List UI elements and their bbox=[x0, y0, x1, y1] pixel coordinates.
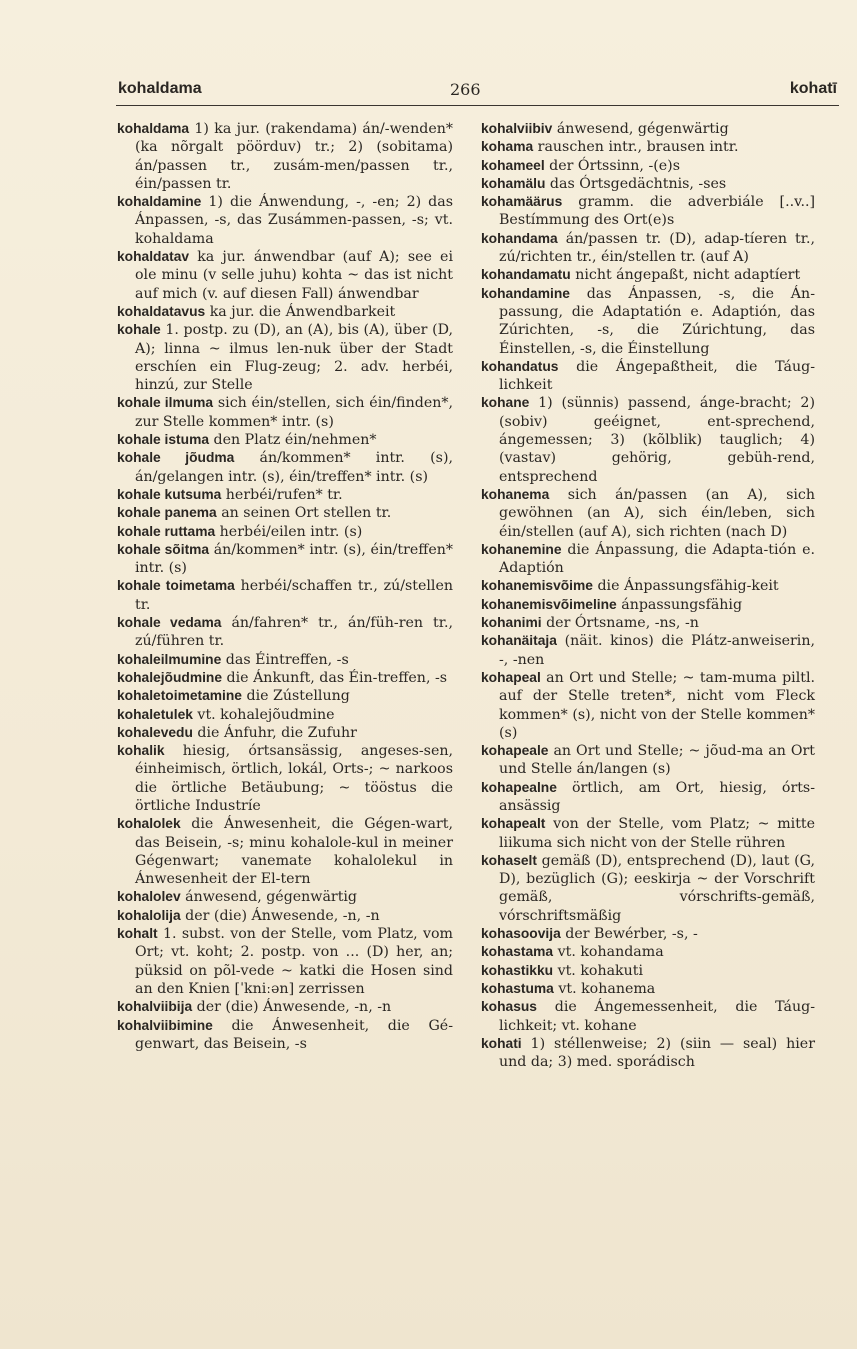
entry-definition: der Órtsname, -ns, -n bbox=[541, 615, 699, 632]
entry-headword: kohalt bbox=[117, 926, 158, 942]
entry-definition: gramm. die adverbiále [..v..] Bestímmung des Ort(e)s bbox=[499, 194, 815, 229]
dictionary-entry bbox=[481, 577, 815, 595]
entry-headword: kohale toimetama bbox=[117, 578, 235, 594]
entry-definition: án/kommen* intr. (s), éin/treffen* intr. (s) bbox=[135, 541, 453, 577]
entry-headword: kohaleilmumine bbox=[117, 651, 222, 667]
dictionary-entry bbox=[117, 193, 453, 248]
dictionary-entry bbox=[117, 577, 453, 614]
entry-definition: von der Stelle, vom Platz; ~ mitte liikuma sich nicht von der Stelle rühren bbox=[499, 816, 815, 851]
entry-definition: sich éin/stellen, sich éin/finden*, zur Stelle kommen* intr. (s) bbox=[135, 395, 453, 430]
entry-definition: die Ánpassungsfähig-keit bbox=[592, 578, 779, 595]
dictionary-entry bbox=[481, 779, 815, 816]
dictionary-entry bbox=[117, 998, 453, 1016]
dictionary-entry bbox=[117, 815, 453, 888]
dictionary-entry bbox=[117, 742, 453, 815]
dictionary-entry bbox=[481, 138, 815, 156]
entry-headword: kohale panema bbox=[117, 505, 217, 521]
dictionary-entry bbox=[481, 943, 815, 961]
entry-definition: 1) die Ánwendung, -, -en; 2) das Ánpassen, -s, das Zusámmen-passen, -s; vt. kohaldama bbox=[135, 194, 453, 247]
entry-definition: hiesig, órtsansässig, angeses-sen, éinheimisch, örtlich, lokál, Orts-; ~ narkoos die örtliche Betäubung; ~ tööstus die örtliche Industríe bbox=[135, 743, 453, 814]
entry-headword: kohaletulek bbox=[117, 706, 193, 722]
dictionary-entry bbox=[481, 486, 815, 541]
dictionary-entry bbox=[117, 431, 453, 449]
entry-headword: kohaldamine bbox=[117, 194, 202, 210]
entry-definition: (näit. kinos) die Plátz-anweiserin, -, -nen bbox=[499, 633, 815, 668]
entry-headword: kohanema bbox=[481, 486, 550, 502]
entry-definition: die Ánpassung, die Adapta-tión e. Adaptión bbox=[499, 541, 815, 577]
dictionary-entry bbox=[481, 266, 815, 284]
dictionary-entry bbox=[481, 980, 815, 998]
left-guide-word: kohaldama bbox=[118, 80, 202, 97]
dictionary-entry bbox=[481, 394, 815, 485]
entry-definition: ánpassungsfähig bbox=[616, 596, 743, 613]
dictionary-entry bbox=[117, 907, 453, 925]
page-number: 266 bbox=[450, 80, 481, 99]
entry-headword: kohapeal bbox=[481, 669, 541, 685]
dictionary-entry bbox=[481, 193, 815, 230]
entry-headword: kohale ilmuma bbox=[117, 395, 214, 411]
entry-headword: kohandama bbox=[481, 230, 558, 246]
dictionary-entry bbox=[117, 888, 453, 906]
entry-definition: ka jur. die Ánwendbarkeit bbox=[205, 303, 396, 320]
entry-definition: án/passen tr. (D), adap-tíeren tr., zú/richten tr., éin/stellen tr. (auf A) bbox=[499, 230, 815, 266]
entry-definition: ka jur. ánwendbar (auf A); see ei ole minu (v selle juhu) kohta ~ das ist nicht auf mich (v. auf diesen Fall) ánwendbar bbox=[135, 249, 453, 302]
dictionary-entry bbox=[117, 449, 453, 486]
entry-headword: kohastikku bbox=[481, 962, 554, 978]
entry-headword: kohandatus bbox=[481, 358, 559, 374]
entry-definition: ánwesend, gégenwärtig bbox=[180, 889, 358, 906]
dictionary-entry bbox=[117, 504, 453, 522]
entry-definition: ánwesend, gégenwärtig bbox=[552, 121, 729, 137]
entry-definition: an Ort und Stelle; ~ jõud-ma an Ort und Stelle án/langen (s) bbox=[499, 743, 815, 778]
dictionary-entry bbox=[117, 303, 453, 321]
dictionary-entry bbox=[481, 1035, 815, 1072]
dictionary-entry bbox=[117, 248, 453, 303]
dictionary-entry bbox=[481, 742, 815, 779]
entry-headword: kohameel bbox=[481, 157, 545, 173]
entry-headword: kohapealne bbox=[481, 779, 557, 795]
entry-headword: kohale bbox=[117, 322, 161, 338]
entry-definition: der (die) Ánwesende, -n, -n bbox=[180, 907, 380, 924]
header-rule bbox=[116, 105, 839, 106]
entry-headword: kohanemine bbox=[481, 541, 562, 557]
entry-headword: kohale kutsuma bbox=[117, 486, 222, 502]
entry-headword: kohalviibiv bbox=[481, 121, 553, 136]
entry-headword: kohale jõudma bbox=[117, 450, 235, 466]
entry-headword: kohane bbox=[481, 395, 530, 411]
entry-definition: 1. subst. von der Stelle, vom Platz, vom Ort; vt. koht; 2. postp. von ... (D) her, an; püksid on põl-vede ~ katki die Hosen sind an den Knien [ˈkniːən] zerrissen bbox=[135, 926, 453, 997]
entry-definition: herbéi/rufen* tr. bbox=[221, 486, 343, 503]
entry-definition: án/fahren* tr., án/füh-ren tr., zú/führen tr. bbox=[135, 615, 453, 650]
entry-headword: kohandamatu bbox=[481, 267, 571, 283]
dictionary-entry bbox=[481, 998, 815, 1035]
entry-definition: die Ánkunft, das Éin-treffen, -s bbox=[222, 669, 448, 686]
entry-headword: kohaldatav bbox=[117, 249, 190, 265]
right-column bbox=[481, 120, 815, 1071]
entry-headword: kohalolija bbox=[117, 907, 181, 923]
dictionary-entry bbox=[117, 669, 453, 687]
entry-definition: den Platz éin/nehmen* bbox=[209, 432, 377, 449]
entry-definition: das Órtsgedächtnis, -ses bbox=[545, 175, 727, 192]
entry-headword: kohasoovija bbox=[481, 926, 561, 942]
entry-headword: kohaletoimetamine bbox=[117, 688, 242, 704]
entry-definition: der Bewérber, -s, - bbox=[560, 926, 698, 943]
dictionary-entry bbox=[481, 925, 815, 943]
dictionary-entry bbox=[117, 706, 453, 724]
entry-headword: kohamälu bbox=[481, 175, 546, 191]
entry-headword: kohapeale bbox=[481, 743, 549, 759]
entry-headword: kohale sõitma bbox=[117, 541, 210, 557]
entry-definition: gemäß (D), entsprechend (D), laut (G, D), bezüglich (G); eeskirja ~ der Vorschrift gemäß, vórschrifts-gemäß, vórschriftsmäßig bbox=[499, 852, 815, 924]
dictionary-entry bbox=[117, 486, 453, 504]
dictionary-entry bbox=[117, 1017, 453, 1054]
entry-definition: die Ánwesenheit, die Gégen-wart, das Beisein, -s; minu kohalole-kul in meiner Gégenwart; vanemate kohalolekul in Ánwesenheit der El-tern bbox=[135, 816, 453, 888]
entry-definition: vt. kohanema bbox=[553, 980, 656, 997]
entry-definition: die Ángepaßtheit, die Táug-lichkeit bbox=[499, 358, 815, 394]
entry-definition: vt. kohandama bbox=[553, 944, 664, 961]
entry-definition: vt. kohakuti bbox=[553, 962, 644, 979]
entry-headword: kohanimi bbox=[481, 615, 542, 631]
left-column bbox=[117, 120, 453, 1053]
entry-headword: kohalolek bbox=[117, 816, 181, 832]
right-guide-word: kohatī bbox=[789, 80, 837, 97]
entry-definition: herbéi/eilen intr. (s) bbox=[215, 523, 363, 540]
entry-definition: 1) (sünnis) passend, ánge-bracht; 2) (sobiv) geéignet, ent-sprechend, ángemessen; 3) (kõlblik) tauglich; 4) (vastav) gehörig, gebüh-rend, entsprechend bbox=[499, 395, 815, 485]
entry-headword: kohale ruttama bbox=[117, 523, 216, 539]
entry-definition: 1. postp. zu (D), an (A), bis (A), über (D, A); linna ~ ilmus len-nuk über der Stadt erschíen ein Flug-zeug; 2. adv. herbéi, hinzú, zur Stelle bbox=[135, 322, 453, 394]
dictionary-entry bbox=[117, 651, 453, 669]
entry-headword: kohanemisvõime bbox=[481, 578, 593, 594]
entry-headword: kohale istuma bbox=[117, 432, 210, 448]
entry-headword: kohamäärus bbox=[481, 194, 563, 210]
entry-definition: herbéi/schaffen tr., zú/stellen tr. bbox=[135, 578, 453, 613]
dictionary-entry bbox=[481, 669, 815, 742]
dictionary-entry bbox=[481, 358, 815, 395]
dictionary-entry bbox=[481, 614, 815, 632]
entry-definition: örtlich, am Ort, hiesig, órts-ansässig bbox=[499, 779, 815, 814]
entry-definition: der Órtssinn, -(e)s bbox=[544, 157, 680, 174]
entry-headword: kohaselt bbox=[481, 852, 537, 868]
dictionary-entry bbox=[117, 724, 453, 742]
dictionary-entry bbox=[481, 285, 815, 358]
entry-definition: an seinen Ort stellen tr. bbox=[216, 505, 392, 522]
entry-headword: kohapealt bbox=[481, 816, 546, 832]
dictionary-entry bbox=[481, 852, 815, 925]
entry-definition: án/kommen* intr. (s), án/gelangen intr. (s), éin/treffen* intr. (s) bbox=[135, 450, 453, 485]
dictionary-entry bbox=[117, 321, 453, 394]
entry-definition: an Ort und Stelle; ~ tam-muma piltl. auf der Stelle treten*, nicht vom Fleck kommen* (s), nicht von der Stelle kommen* (s) bbox=[499, 669, 815, 741]
entry-definition: vt. kohalejõudmine bbox=[192, 706, 335, 723]
entry-headword: kohastuma bbox=[481, 980, 554, 996]
entry-definition: sich án/passen (an A), sich gewöhnen (an A), sich éin/leben, sich éin/stellen (auf A), sich richten (nach D) bbox=[499, 486, 815, 540]
entry-definition: nicht ángepaßt, nicht adaptíert bbox=[570, 267, 801, 284]
entry-headword: kohama bbox=[481, 139, 534, 155]
entry-headword: kohalejõudmine bbox=[117, 669, 223, 685]
entry-definition: die Ánwesenheit, die Gé-genwart, das Beisein, -s bbox=[135, 1017, 453, 1052]
dictionary-entry bbox=[117, 687, 453, 705]
dictionary-entry bbox=[481, 175, 815, 193]
entry-headword: kohalviibija bbox=[117, 999, 193, 1015]
dictionary-entry bbox=[117, 614, 453, 651]
entry-definition: die Ángemessenheit, die Táug-lichkeit; vt. kohane bbox=[499, 999, 815, 1034]
entry-headword: kohaldatavus bbox=[117, 303, 206, 319]
entry-definition: 1) ka jur. (rakendama) án/-wenden* (ka nõrgalt pöörduv) tr.; 2) (sobitama) án/passen tr., zusám-men/passen tr., éin/passen tr. bbox=[135, 121, 453, 192]
entry-headword: kohastama bbox=[481, 944, 554, 960]
entry-definition: das Ánpassen, -s, die Án-passung, die Adaptatión e. Adaptión, das Zúrichten, -s, die Zúrichtung, das Éinstellen, -s, die Éinstellung bbox=[499, 285, 815, 357]
entry-definition: rauschen intr., brausen intr. bbox=[533, 139, 739, 156]
entry-definition: das Éintreffen, -s bbox=[221, 651, 349, 668]
dictionary-entry bbox=[481, 632, 815, 669]
dictionary-entry bbox=[481, 541, 815, 578]
entry-headword: kohandamine bbox=[481, 285, 570, 301]
page-header bbox=[118, 80, 837, 104]
dictionary-entry bbox=[481, 962, 815, 980]
dictionary-entry bbox=[481, 230, 815, 267]
entry-definition: 1) stéllenweise; 2) (siin — seal) hier und da; 3) med. sporádisch bbox=[499, 1035, 815, 1071]
entry-headword: kohalevedu bbox=[117, 724, 193, 740]
dictionary-entry bbox=[481, 596, 815, 614]
entry-definition: der (die) Ánwesende, -n, -n bbox=[192, 999, 392, 1016]
entry-headword: kohasus bbox=[481, 999, 537, 1015]
entry-headword: kohale vedama bbox=[117, 615, 222, 631]
entry-headword: kohalviibimine bbox=[117, 1017, 213, 1033]
entry-headword: kohanemisvõimeline bbox=[481, 596, 617, 612]
dictionary-entry bbox=[117, 120, 453, 193]
entry-headword: kohaldama bbox=[117, 121, 190, 136]
dictionary-entry bbox=[117, 523, 453, 541]
dictionary-entry bbox=[481, 120, 815, 138]
entry-headword: kohati bbox=[481, 1035, 522, 1051]
dictionary-entry bbox=[481, 157, 815, 175]
dictionary-entry bbox=[481, 815, 815, 852]
dictionary-entry bbox=[117, 925, 453, 998]
dictionary-entry bbox=[117, 541, 453, 578]
entry-headword: kohalolev bbox=[117, 889, 181, 905]
entry-definition: die Ánfuhr, die Zufuhr bbox=[192, 724, 357, 741]
entry-headword: kohalik bbox=[117, 743, 165, 759]
entry-definition: die Zústellung bbox=[241, 688, 350, 705]
entry-headword: kohanäitaja bbox=[481, 633, 557, 649]
dictionary-entry bbox=[117, 394, 453, 431]
